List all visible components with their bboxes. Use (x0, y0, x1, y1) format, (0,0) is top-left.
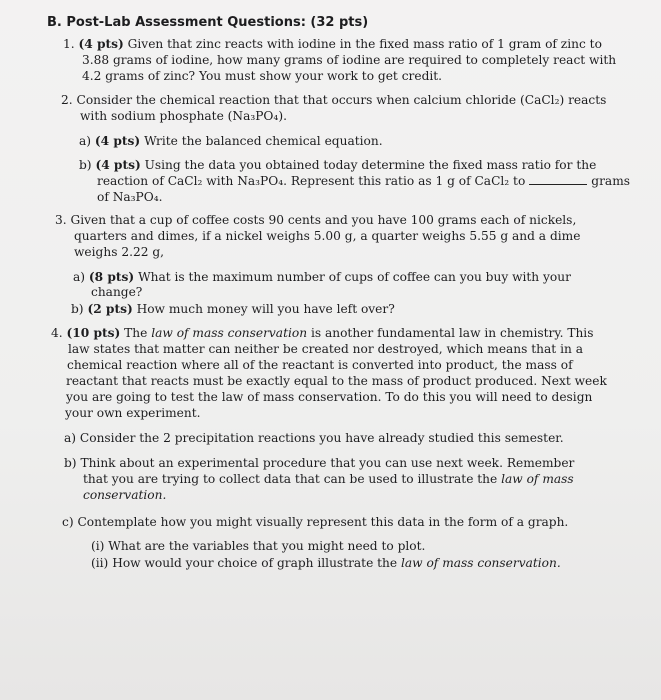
q4c (62, 515, 568, 530)
q2b-points: (4 pts) (95, 158, 141, 172)
q2b (79, 158, 596, 173)
q2-number: 2. (61, 93, 73, 107)
q3b-points: (2 pts) (87, 302, 133, 316)
q3-line-2: quarters and dimes, if a nickel weighs 5.00 g, a quarter weighs 5.55 g and a dime (74, 229, 581, 243)
q4a-label: a) (64, 431, 77, 445)
q2b-unit: grams (591, 174, 631, 188)
q4-points: (10 pts) (66, 326, 121, 340)
q2a-label: a) (79, 134, 92, 148)
q4-line-1-post: is another fundamental law in chemistry. This (310, 326, 594, 340)
section-title: B. Post-Lab Assessment Questions: (32 pts) (47, 15, 369, 30)
q4c-ii-pre: How would your choice of graph illustrate the (112, 556, 398, 570)
q3a-label: a) (73, 270, 86, 284)
q4b (64, 456, 574, 471)
q2-line-2: with sodium phosphate (Na₃PO₄). (80, 109, 287, 123)
q2a (79, 134, 383, 149)
q4-line-5: you are going to test the law of mass conservation. To do this you will need to design (66, 390, 593, 404)
q3b (71, 302, 395, 317)
q4c-ii-label: (ii) (91, 556, 109, 570)
q2-line-1: Consider the chemical reaction that that occurs when calcium chloride (CaCl₂) reacts (76, 93, 607, 107)
q4a-text: Consider the 2 precipitation reactions you have already studied this semester. (79, 431, 564, 445)
q1-points: (4 pts) (78, 37, 124, 51)
q2b-label: b) (79, 158, 92, 172)
q3a (73, 270, 571, 285)
question-1 (63, 37, 602, 52)
q3a-points: (8 pts) (88, 270, 135, 284)
q4b-line-2-pre: that you are trying to collect data that can be used to illustrate the (83, 472, 498, 486)
q3a-line-1: What is the maximum number of cups of coffee can you buy with your (138, 270, 571, 284)
q4-line-2: law states that matter can neither be created nor destroyed, which means that in a (68, 342, 583, 356)
answer-blank[interactable] (529, 174, 587, 185)
q4-line-3: chemical reaction where all of the reactant is converted into product, the mass of (67, 358, 573, 372)
q4c-i-text: What are the variables that you might need to plot. (108, 539, 426, 553)
q1-line-1: Given that zinc reacts with iodine in the fixed mass ratio of 1 gram of zinc to (127, 37, 602, 51)
q4b-line-1: Think about an experimental procedure that you can use next week. Remember (80, 456, 575, 470)
question-3 (55, 213, 576, 228)
q4c-i (91, 539, 425, 554)
question-2 (61, 93, 606, 108)
q3-number: 3. (55, 213, 67, 227)
q2b-line-1: Using the data you obtained today determine the fixed mass ratio for the (144, 158, 597, 172)
q1-line-2: 3.88 grams of iodine, how many grams of iodine are required to completely react with (82, 53, 617, 67)
q3a-line-2: change? (91, 285, 143, 299)
q4b-line-2-wrap (83, 472, 574, 487)
q4-line-1-em: law of mass conservation (151, 326, 308, 340)
q2a-text: Write the balanced chemical equation. (144, 134, 383, 148)
q2b-line-3: of Na₃PO₄. (97, 190, 163, 204)
q3-line-1: Given that a cup of coffee costs 90 cents and you have 100 grams each of nickels, (70, 213, 577, 227)
question-4 (51, 326, 593, 341)
q4c-ii-em: law of mass conservation. (401, 556, 561, 570)
q3-line-3: weighs 2.22 g, (74, 245, 165, 259)
q4b-label: b) (64, 456, 77, 470)
q4-line-1-pre: The (124, 326, 148, 340)
q4c-ii (91, 556, 561, 571)
q2b-line-2: reaction of CaCl₂ with Na₃PO₄. Represent this ratio as 1 g of CaCl₂ to (97, 174, 526, 188)
q3b-label: b) (71, 302, 84, 316)
q4b-line-3: conservation. (83, 488, 167, 502)
q4c-label: c) (62, 515, 74, 529)
q4c-text: Contemplate how you might visually represent this data in the form of a graph. (77, 515, 569, 529)
q4a (64, 431, 564, 446)
q2a-points: (4 pts) (94, 134, 141, 148)
q3b-text: How much money will you have left over? (136, 302, 395, 316)
q4b-line-2-em: law of mass (501, 472, 574, 486)
q1-line-3: 4.2 grams of zinc? You must show your work to get credit. (82, 69, 443, 83)
q4-line-4: reactant that reacts must be exactly equal to the mass of product produced. Next week (66, 374, 607, 388)
q4-line-6: your own experiment. (65, 406, 201, 420)
q4-number: 4. (51, 326, 63, 340)
q1-number: 1. (63, 37, 75, 51)
q2b-line-2-wrap (97, 174, 630, 189)
q4c-i-label: (i) (91, 539, 105, 553)
